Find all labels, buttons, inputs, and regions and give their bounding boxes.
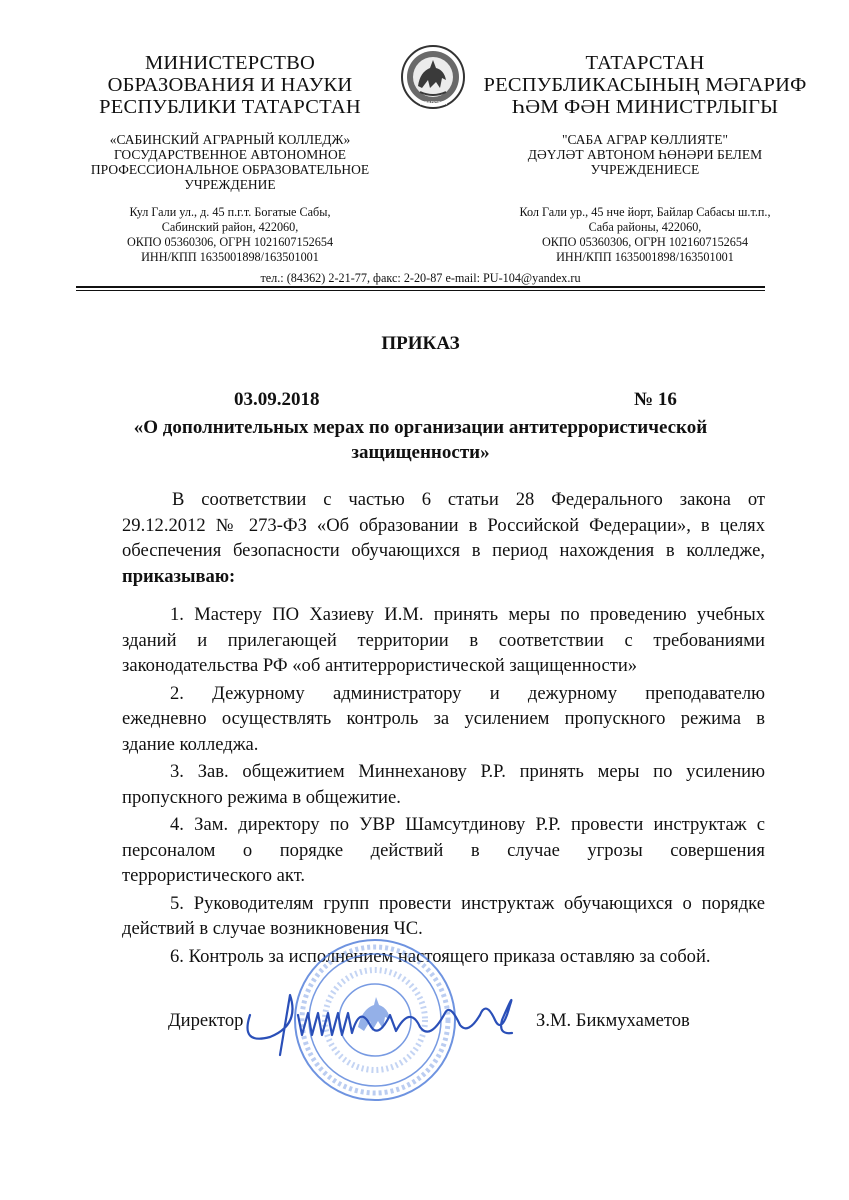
org-line: ГОСУДАРСТВЕННОЕ АВТОНОМНОЕ (113, 147, 347, 162)
ministry-line: ТАТАРСТАН (585, 52, 705, 74)
header-left (70, 0, 390, 265)
address-line: Саба районы, 422060, (588, 220, 702, 234)
ministry-line: МИНИСТЕРСТВО (144, 52, 316, 74)
item-line: зданий и прилегающей территории в соответствии с требованиями (122, 629, 765, 651)
address-line: ОКПО 05360306, ОГРН 1021607152654 (541, 235, 749, 249)
item-line: персоналом о порядке действий в случае угрозы совершения (122, 839, 765, 861)
address-line: ИНН/КПП 1635001898/163501001 (556, 250, 734, 264)
header-divider (76, 286, 765, 288)
org-name-ru (70, 132, 390, 192)
order-item (122, 812, 765, 889)
title-line: защищенности» (351, 442, 490, 463)
address-line: ОКПО 05360306, ОГРН 1021607152654 (126, 235, 334, 249)
address-tt (470, 205, 820, 265)
signature-name: З.М. Бикмухаметов (536, 1010, 690, 1031)
emblem-caption: ТАТАРСТАН (418, 101, 448, 107)
address-line: Сабинский район, 422060, (161, 220, 299, 234)
item-line: ежедневно осуществлять контроль за усилением пропускного режима в (122, 708, 765, 729)
intro-line: 29.12.2012 № 273-ФЗ «Об образовании в Российской Федерации», в целях (122, 514, 765, 536)
item-line: здание колледжа. (122, 733, 259, 755)
org-line: ПРОФЕССИОНАЛЬНОЕ ОБРАЗОВАТЕЛЬНОЕ (90, 162, 370, 177)
intro-paragraph (122, 487, 765, 589)
address-line: Кол Гали ур., 45 нче йорт, Байлар Сабасы ш.т.п., (519, 205, 771, 219)
address-line: ИНН/КПП 1635001898/163501001 (141, 250, 319, 264)
title-line: «О дополнительных мерах по организации антитеррористической (133, 417, 708, 438)
item-line: законодательства РФ «об антитеррористической защищенности» (122, 655, 638, 676)
address-line: Кул Гали ул., д. 45 п.г.т. Богатые Сабы, (129, 205, 331, 219)
item-line: 5. Руководителям групп провести инструктаж обучающихся о порядке (170, 892, 765, 914)
ministry-name-ru (70, 52, 390, 118)
item-line: пропускного режима в общежитие. (122, 786, 401, 808)
ministry-line: ҺӘМ ФӘН МИНИСТРЛЫГЫ (511, 96, 779, 118)
document-date: 03.09.2018 (234, 389, 320, 410)
signature-position: Директор (168, 1010, 244, 1031)
item-line: 1. Мастеру ПО Хазиеву И.М. принять меры по проведению учебных (170, 604, 765, 625)
ministry-name-tt (470, 52, 820, 118)
document-type: ПРИКАЗ (381, 333, 460, 354)
order-item (122, 759, 765, 810)
org-line: "САБА АГРАР КӨЛЛИЯТЕ" (561, 132, 729, 147)
contacts-line: тел.: (84362) 2-21-77, факс: 2-20-87 e-mail: PU-104@yandex.ru (260, 271, 581, 285)
emblem-icon (400, 42, 466, 112)
item-line: 2. Дежурному администратору и дежурному преподавателю (170, 682, 765, 704)
org-line: ДӘҮЛӘТ АВТОНОМ ҺӨНӘРИ БЕЛЕМ (527, 147, 763, 162)
header-divider-thin (76, 290, 765, 291)
header-right (470, 0, 820, 265)
item-line: действий в случае возникновения ЧС. (122, 918, 423, 939)
org-line: «САБИНСКИЙ АГРАРНЫЙ КОЛЛЕДЖ» (109, 132, 351, 147)
org-line: УЧРЕЖДЕНИЕ (184, 177, 276, 192)
item-line: 6. Контроль за исполнением настоящего приказа оставляю за собой. (170, 945, 711, 967)
tatarstan-emblem (400, 42, 466, 112)
ministry-line: РЕСПУБЛИКИ ТАТАРСТАН (99, 96, 361, 118)
intro-line: В соответствии с частью 6 статьи 28 Федерального закона от (172, 489, 765, 510)
document-title (76, 415, 765, 465)
order-item (122, 891, 765, 942)
order-items (122, 602, 765, 969)
document-number: № 16 (634, 389, 677, 410)
org-name-tt (470, 132, 820, 177)
order-item (122, 602, 765, 679)
order-word: приказываю: (122, 565, 236, 587)
item-line: 4. Зам. директору по УВР Шамсутдинову Р.Р. провести инструктаж с (170, 814, 765, 835)
ministry-line: РЕСПУБЛИКАСЫНЫҢ МӘГАРИФ (483, 74, 807, 96)
ministry-line: ОБРАЗОВАНИЯ И НАУКИ (107, 74, 353, 96)
address-ru (70, 205, 390, 265)
handwritten-signature (240, 985, 530, 1065)
item-line: террористического акт. (122, 865, 306, 886)
item-line: 3. Зав. общежитием Миннеханову Р.Р. принять меры по усилению (170, 761, 765, 782)
intro-line: обеспечения безопасности обучающихся в период нахождения в колледже, (122, 540, 765, 561)
org-line: УЧРЕЖДЕНИЕСЕ (590, 162, 700, 177)
signature-icon (240, 985, 530, 1065)
order-item (122, 681, 765, 758)
